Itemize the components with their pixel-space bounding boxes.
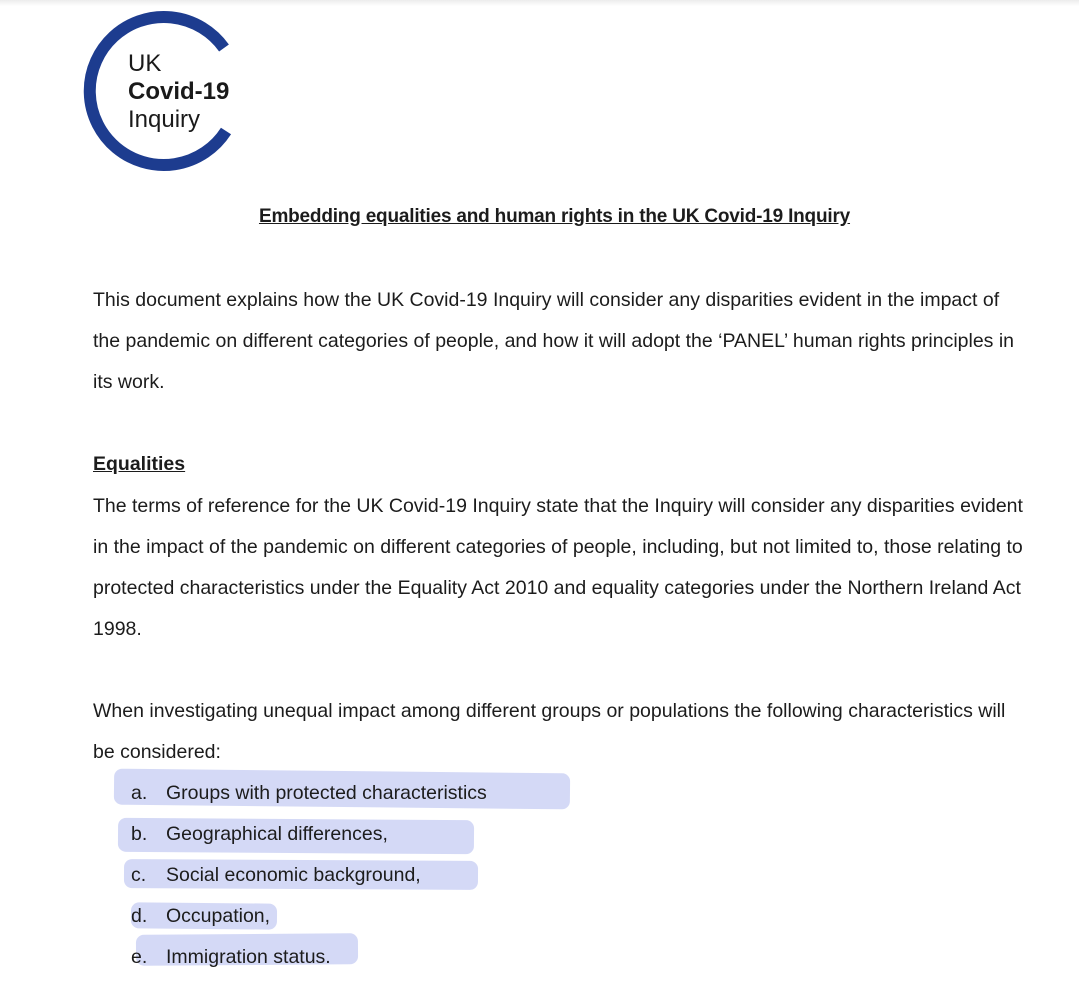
list-item <box>0 814 1079 855</box>
logo-line-inquiry: Inquiry <box>128 106 201 133</box>
document-title: Embedding equalities and human rights in the UK Covid-19 Inquiry <box>258 206 851 227</box>
intro-paragraph: This document explains how the UK Covid-19 Inquiry will consider any disparities evident in the impact of the pandemic on different categories of people, and how it will adopt the ‘PANEL’ human rights principles in its work. <box>93 289 1015 393</box>
logo-wordmark <box>128 50 229 134</box>
list-marker: a. <box>131 782 148 804</box>
list-item-text: Geographical differences, <box>166 823 388 845</box>
logo-line-uk: UK <box>128 50 162 77</box>
uk-covid-inquiry-logo <box>76 10 244 180</box>
list-item <box>0 937 1079 978</box>
list-marker: e. <box>131 946 148 968</box>
list-item-text: Immigration status. <box>166 946 331 968</box>
list-item-text: Social economic background, <box>166 864 421 886</box>
characteristics-intro: When investigating unequal impact among different groups or populations the following characteristics will be considered: <box>93 700 1006 763</box>
top-edge-shade <box>0 0 1079 6</box>
list-marker: d. <box>131 905 148 927</box>
logo-line-covid: Covid-19 <box>128 78 230 105</box>
list-item <box>0 773 1079 814</box>
list-item <box>0 896 1079 937</box>
characteristics-list <box>0 773 1079 978</box>
list-item-text: Occupation, <box>166 905 271 927</box>
list-marker: c. <box>131 864 147 886</box>
equalities-paragraph: The terms of reference for the UK Covid-19 Inquiry state that the Inquiry will consider any disparities evident in the impact of the pandemic on different categories of people, including, but not limited to, those relating to protected characteristics under the Equality Act 2010 and equality categories under the Northern Ireland Act 1998. <box>93 495 1023 640</box>
equalities-heading: Equalities <box>93 453 186 475</box>
list-marker: b. <box>131 823 148 845</box>
list-item-text: Groups with protected characteristics <box>166 782 487 804</box>
list-item <box>0 855 1079 896</box>
